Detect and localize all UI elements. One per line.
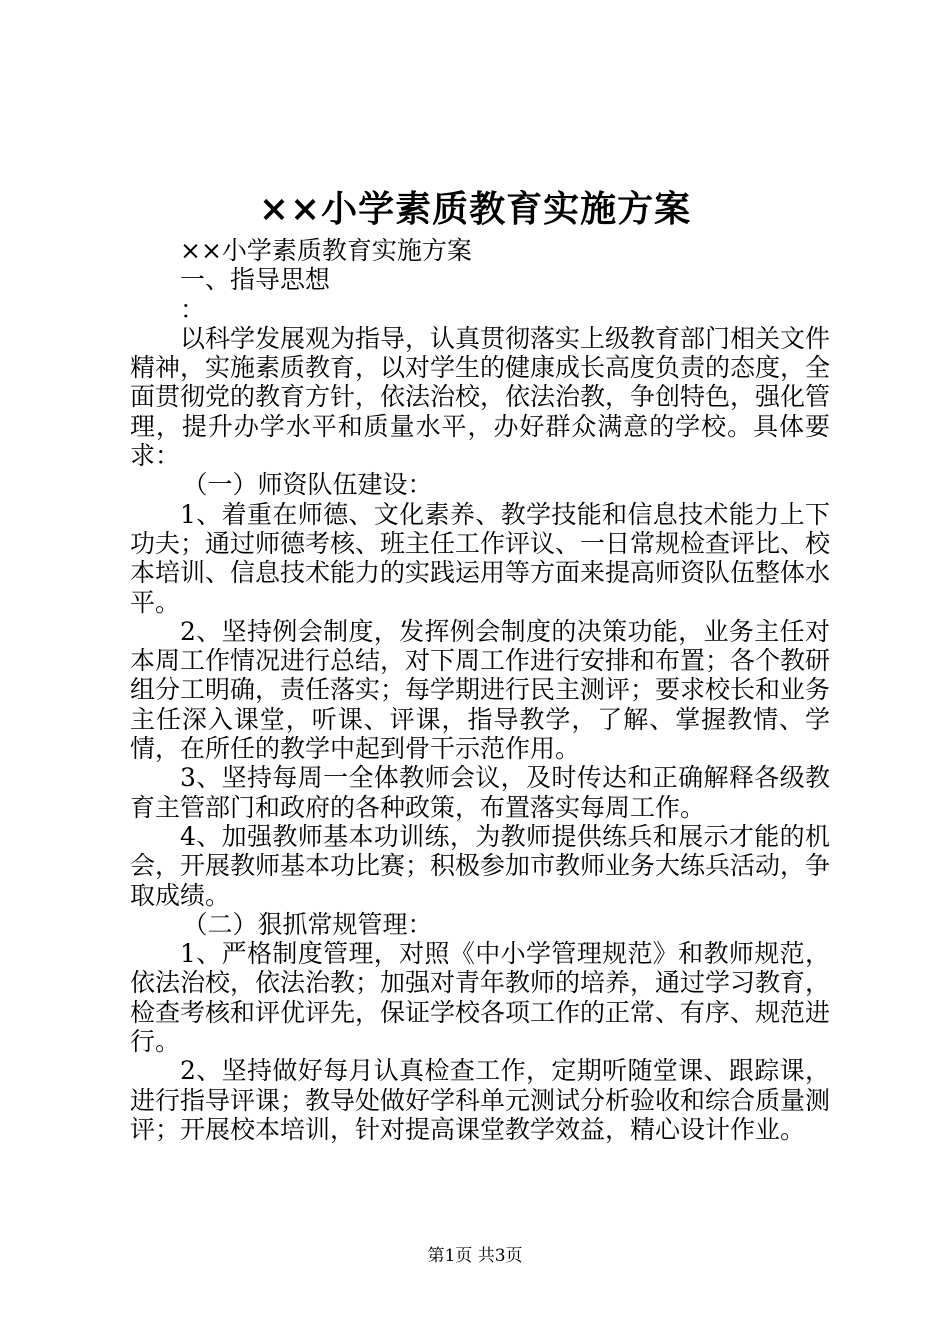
subsection-heading-routine: （二）狠抓常规管理： [182, 909, 433, 939]
routine-item-1: 1、严格制度管理，对照《中小学管理规范》和教师规范，依法治校，依法治教；加强对青年教师的培养，通过学习教育，检查考核和评优评先，保证学校各项工作的正常、有序、规范进行。 [130, 939, 831, 1057]
document-body [130, 236, 830, 1144]
intro-paragraph: 以科学发展观为指导，认真贯彻落实上级教育部门相关文件精神，实施素质教育，以对学生的健康成长高度负责的态度，全面贯彻党的教育方针，依法治校，依法治教，争创特色，强化管理，提升办学水平和质量水平，办好群众满意的学校。具体要求： [130, 323, 831, 471]
subtitle-paragraph: ××小学素质教育实施方案 [180, 236, 472, 265]
teachers-item-1: 1、着重在师德、文化素养、教学技能和信息技术能力上下功夫；通过师德考核、班主任工作评议、一日常规检查评比、校本培训、信息技术能力的实践运用等方面来提高师资队伍整体水平。 [130, 499, 831, 617]
page-footer: 第1页 共3页 [427, 1246, 523, 1266]
colon-line: ： [180, 294, 206, 324]
routine-item-2: 2、坚持做好每月认真检查工作，定期听随堂课、跟踪课，进行指导评课；教导处做好学科单元测试分析验收和综合质量测评；开展校本培训，针对提高课堂教学效益，精心设计作业。 [130, 1056, 831, 1144]
subsection-heading-teachers: （一）师资队伍建设： [182, 470, 433, 500]
teachers-item-4: 4、加强教师基本功训练，为教师提供练兵和展示才能的机会，开展教师基本功比赛；积极参加市教师业务大练兵活动，争取成绩。 [130, 821, 831, 910]
teachers-item-2: 2、坚持例会制度，发挥例会制度的决策功能，业务主任对本周工作情况进行总结，对下周工作进行安排和布置；各个教研组分工明确，责任落实；每学期进行民主测评；要求校长和业务主任深入课堂，听课、评课，指导教学，了解、掌握教情、学情，在所任的教学中起到骨干示范作用。 [130, 616, 831, 764]
section-heading-guiding-thought: 一、指导思想 [180, 265, 331, 295]
document-title: ××小学素质教育实施方案 [258, 188, 692, 230]
teachers-item-3: 3、坚持每周一全体教师会议，及时传达和正确解释各级教育主管部门和政府的各种政策，布置落实每周工作。 [130, 763, 830, 822]
